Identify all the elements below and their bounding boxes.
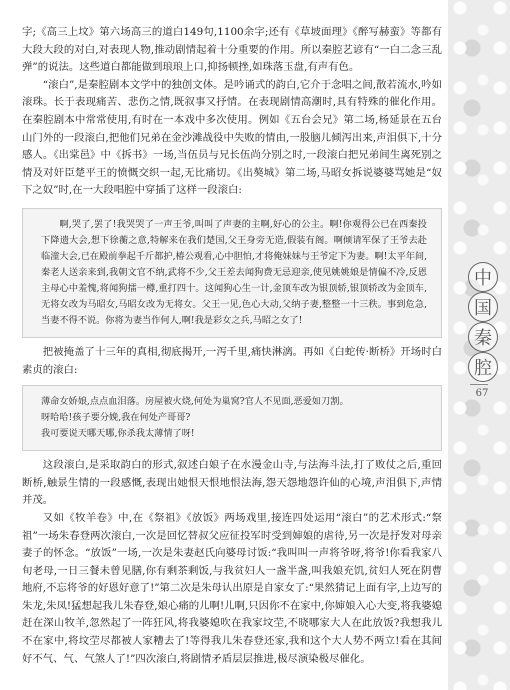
paragraph: “滚白”,是秦腔剧本文学中的独创文体。是吟诵式的韵白,它介于念唱之间,散若流水,吟如滚珠。长于表现痛苦、悲伤之情,既叙事又抒情。在表现剧情高潮时,具有特殊的催化作用。在秦腔剧本中常常使用,有时在一本戏中多次使用。例如《五台会兄》第二场,杨延景在五台山门外的一段滚白,把他们兄弟在金沙滩战役中失败的情由,一股脑儿倾泻出来,声泪俱下,十分感人。《出棠邑》中《拆书》一场,当伍员与兄长伍尚分别之时,一段滚白把兄弟间生离死别之情及对奸臣楚平王的愤慨交织一起,无比痛切。《出獒城》第二场,马昭女拆说婆婆骂她是“奴下之奴”时,在一大段唱腔中穿插了这样一段滚白: bbox=[22, 78, 442, 197]
paragraph: 这段滚白,是采取韵白的形式,叙述白娘子在水漫金山寺,与法海斗法,打了败仗之后,重回断桥,触景生情的一段感慨,表现出她恨天恨地恨法海,怨天怨地怨许仙的心境,声泪俱下,声情并茂。 bbox=[22, 459, 442, 507]
quote-line: 薄命女娇娘,点点血泪落。房屋被火烧,何处为巢窝?官人不见面,恶爱如刀割。 bbox=[41, 396, 349, 408]
paragraph: 把被掩盖了十三年的真相,彻底揭开,一泻千里,痛快淋漓。再如《白蛇传·断桥》开场时白素贞的滚白: bbox=[22, 345, 442, 376]
paragraph: 字;《高三上坟》第六场高三的道白149句,1100余字;还有《草坡面理》《醉写赫蛮》等都有大段大段的对白,对表现人物,推动剧情起着十分重要的作用。所以秦腔艺谚有“一白二念三乱弹”的说法。这些道白都能做到琅琅上口,抑扬顿挫,如珠落玉盘,有声有色。 bbox=[22, 26, 442, 74]
body-text bbox=[22, 24, 442, 668]
quote-line: 呀哈哈!孩子要分娩,我在何处产哥哥? bbox=[41, 412, 191, 424]
quote-box bbox=[22, 385, 442, 451]
quote-box bbox=[22, 208, 442, 338]
sidebar-title-char: 国 bbox=[468, 292, 498, 322]
sidebar-title-char: 中 bbox=[468, 262, 498, 292]
quote-line: 我可要说天哪天哪,你杀我太薄情了呀! bbox=[41, 428, 195, 440]
quote-text: 啊,哭了,罢了!我哭哭了一声王爷,叫叫了声妻的主啊,好心的公主。啊!你观得公已在西秦投下降遗大会,想下徐蘅之意,特解来在我们楚国,父王身旁无造,假装有阁。啊倾请军保了王爷去赴临潼大会,已在殿前拳起千斤都护,椿公观看,心中胆怕,才将俺妹妹与王爷定下为妻。啊!太平年间,秦老人送亲来到,我朝文官不纳,武将不少,父王差去闻狗费无忌迎亲,使见姚姚娘是情偏不冷,反恩主母心中羞愧,将闻狗擂一樽,重打四十。这闻狗心生一计,金顶车改为银顶轿,银顶轿改为金顶车,无将女改为马昭女,马昭女改为无将女。父王一见,色心大动,父纳子妻,整整一十三秩。事到危急,当妻不得不说。你将为妻当作何人,啊!我是彩女之兵,马昭之女了! bbox=[41, 218, 427, 326]
page-number: 67 bbox=[475, 388, 489, 399]
sidebar-title-char: 腔 bbox=[468, 352, 498, 382]
sidebar-title-char: 秦 bbox=[468, 322, 498, 352]
sidebar-divider bbox=[470, 384, 488, 385]
paragraph: 又如《牧羊卷》中,在《祭祖》《放饭》两场戏里,接连四处运用“滚白”的艺术形式:“祭祖”一场朱春登两次滚白,一次是回忆替叔父应征投军时受到婶娘的虐待,另一次是抒发对母亲妻子的怀念。“放饭”一场,一次是朱妻赵氏向婆母讨饭:“我叫叫一声将爷呀,将爷!你看我家八旬老母,一日三餐未曾见膳,你有剩茶剩饭,与我贫妇人一盏半盏,叫我娘充饥,贫妇人死在阴曹地府,不忘将爷的好恩好意了!”第二次是朱母认出原是自家女了:“果然猜记上面有字,上边写的朱龙,朱凤!猛想起我儿朱春登,娘心痛的儿啊!儿啊,只因你不在家中,你婶娘入心大变,将我婆媳赶在深山牧羊,忽然起了一阵狂风,将我婆媳吹在我家坟茔,不晓哪家大人在此放饭?我想我儿不在家中,将坟茔尽都被人家糟去了!等得我儿朱春登还家,我和这个大人势不两立!看在其间好不气、气、气煞人了!”四次滚白,将剧情矛盾层层推进,极尽演染极尽催化。 bbox=[22, 511, 442, 665]
